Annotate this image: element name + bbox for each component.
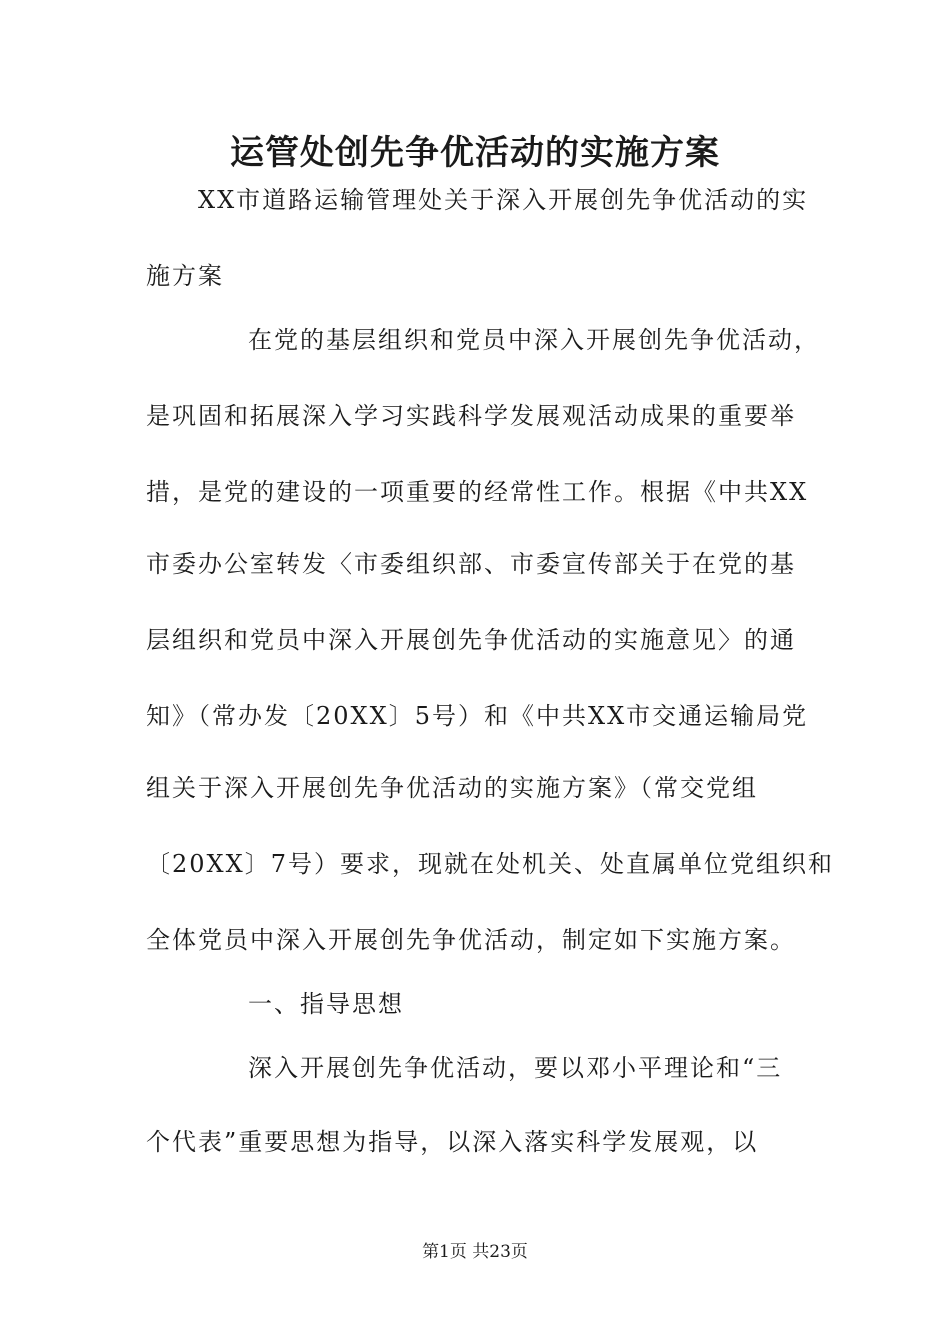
page-number-footer: 第1页 共23页 <box>422 1242 528 1262</box>
paragraph-line: 措，是党的建设的一项重要的经常性工作。根据《中共XX <box>146 478 809 506</box>
paragraph-line: 个代表”重要思想为指导，以深入落实科学发展观，以 <box>146 1128 759 1156</box>
subtitle-line-1: XX市道路运输管理处关于深入开展创先争优活动的实 <box>198 186 809 214</box>
document-title: 运管处创先争优活动的实施方案 <box>230 133 720 173</box>
paragraph-line: 全体党员中深入开展创先争优活动，制定如下实施方案。 <box>146 926 796 954</box>
paragraph-line: 层组织和党员中深入开展创先争优活动的实施意见〉的通 <box>146 626 796 654</box>
paragraph-line: 在党的基层组织和党员中深入开展创先争优活动， <box>248 326 820 354</box>
paragraph-line: 知》（常办发〔20XX〕5号）和《中共XX市交通运输局党 <box>146 702 809 730</box>
paragraph-line: 市委办公室转发〈市委组织部、市委宣传部关于在党的基 <box>146 550 796 578</box>
paragraph-line: 组关于深入开展创先争优活动的实施方案》（常交党组 <box>146 774 758 802</box>
paragraph-line: 〔20XX〕7号）要求，现就在处机关、处直属单位党组织和 <box>146 850 834 878</box>
subtitle-line-2: 施方案 <box>146 262 224 290</box>
section-heading: 一、指导思想 <box>248 990 404 1018</box>
paragraph-line: 深入开展创先争优活动，要以邓小平理论和“三 <box>248 1054 783 1082</box>
paragraph-line: 是巩固和拓展深入学习实践科学发展观活动成果的重要举 <box>146 402 796 430</box>
